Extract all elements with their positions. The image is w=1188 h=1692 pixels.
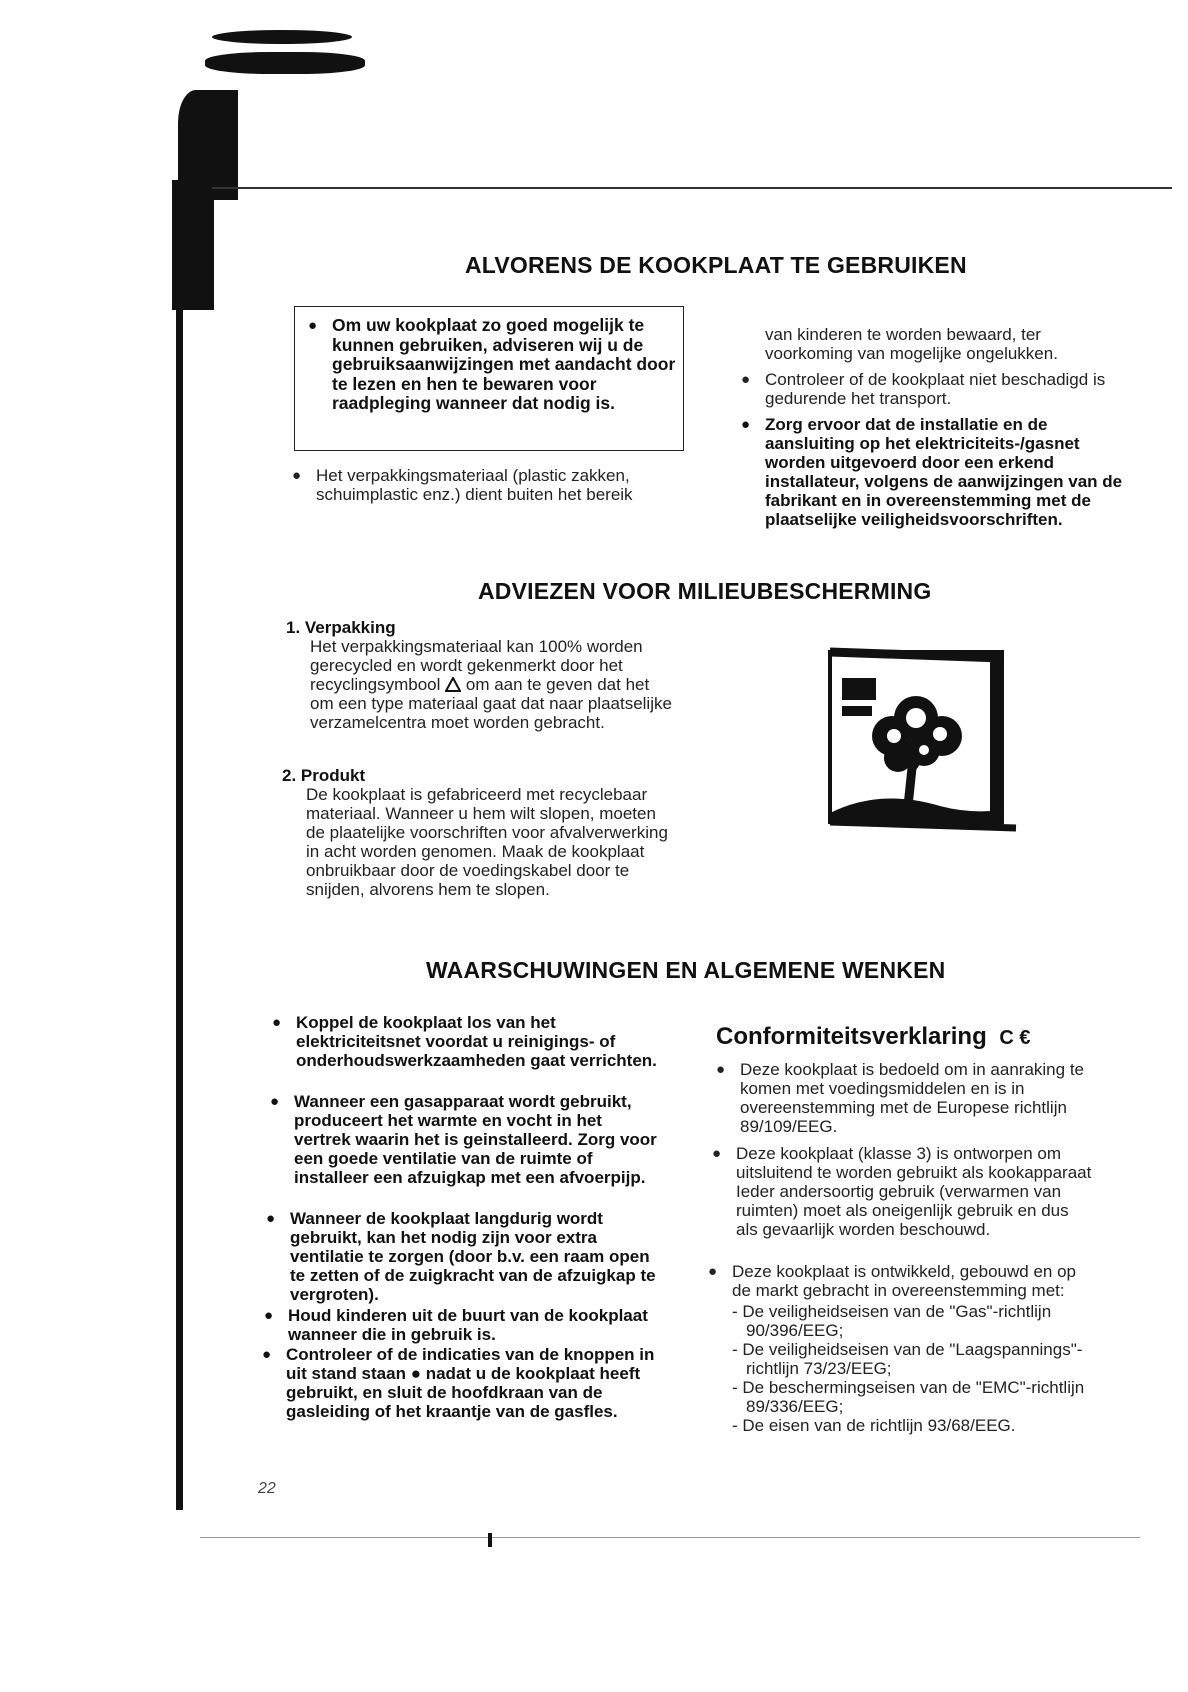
warning-bullet-4 bbox=[264, 1306, 661, 1344]
scan-shadow-top-2 bbox=[205, 52, 365, 74]
scan-top-rule bbox=[212, 187, 1172, 189]
off-position-dot-icon: ● bbox=[410, 1364, 421, 1383]
directive-item: - De eisen van de richtlijn 93/68/EEG. bbox=[732, 1416, 1016, 1435]
product-item-title: 2. Produkt bbox=[282, 766, 366, 785]
warning-bullet-3 bbox=[266, 1209, 661, 1304]
tree-recycle-illustration bbox=[820, 638, 1020, 838]
warning-bullet-5-text-b: nadat u de kookplaat heeft gebruikt, en sluit de hoofdkraan van de gasleiding of het kraantje van de gasfles. bbox=[286, 1364, 641, 1421]
directive-item: - De veiligheidseisen van de "Laagspannings"-richtlijn 73/23/EEG; bbox=[732, 1340, 1083, 1378]
packaging-item bbox=[286, 618, 676, 732]
bullet-icon: ● bbox=[712, 1145, 722, 1162]
scan-shadow-top bbox=[212, 30, 352, 44]
section-title-before-use: ALVORENS DE KOOKPLAAT TE GEBRUIKEN bbox=[465, 252, 967, 278]
warning-bullet-2 bbox=[270, 1092, 661, 1187]
section-title-environment: ADVIEZEN VOOR MILIEUBESCHERMING bbox=[478, 578, 932, 604]
warning-bullet-3-text: Wanneer de kookplaat langdurig wordt gebruikt, kan het nodig zijn voor extra ventilatie te zorgen (door b.v. een raam open te zetten of de zuigkracht van de afzuigkap te vergroten). bbox=[290, 1209, 656, 1304]
warning-bullet-1 bbox=[272, 1013, 661, 1070]
bullet-icon: ● bbox=[292, 467, 302, 484]
packaging-item-text-b: om aan te geven dat het om een type materiaal gaat dat naar plaatselijke verzamelcentra moet worden gebracht. bbox=[310, 675, 672, 732]
bullet-icon: ● bbox=[741, 416, 751, 433]
bullet-icon: ● bbox=[272, 1014, 282, 1031]
bullet-icon: ● bbox=[708, 1263, 718, 1280]
transport-bullet bbox=[741, 370, 1125, 408]
product-item-text: De kookplaat is gefabriceerd met recyclebaar materiaal. Wanneer u hem wilt slopen, moeten de plaatelijke voorschriften voor afvalverwerking in acht worden genomen. Maak de kookplaat onbruikbaar door de voedingskabel door te snijden, alvorens hem te slopen. bbox=[306, 785, 668, 899]
bullet-icon: ● bbox=[262, 1346, 272, 1363]
bullet-icon: ● bbox=[264, 1307, 274, 1324]
conformity-bullet-2-text: Deze kookplaat (klasse 3) is ontworpen om uitsluitend te worden gebruikt als kookapparaat Ieder andersoortig gebruik (verwarmen van ruimten) moet als oneigenlijk gebruik en dus als gevaarlijk worden beschouwd. bbox=[736, 1144, 1092, 1239]
packaging-item-title: 1. Verpakking bbox=[286, 618, 396, 637]
conformity-bullet-3-text: Deze kookplaat is ontwikkeld, gebouwd en op de markt gebracht in overeenstemming met: bbox=[732, 1262, 1076, 1300]
important-notice-label: Om uw kookplaat zo goed mogelijk te kunnen gebruiken, adviseren wij u de gebruiksaanwijzingen met aandacht door te lezen en hen te bewaren voor raadpleging wanneer dat nodig is. bbox=[332, 315, 676, 413]
product-item bbox=[282, 766, 676, 899]
installation-bullet bbox=[741, 415, 1125, 529]
page-number: 22 bbox=[258, 1480, 276, 1497]
conformity-title-text: Conformiteitsverklaring bbox=[716, 1023, 987, 1050]
bullet-icon: ● bbox=[716, 1061, 726, 1078]
directive-item: - De beschermingseisen van de "EMC"-richtlijn 89/336/EEG; bbox=[732, 1378, 1085, 1416]
conformity-title bbox=[716, 1023, 1031, 1051]
warning-bullet-2-text: Wanneer een gasapparaat wordt gebruikt, produceert het warmte en vocht in het vertrek waarin het is geinstalleerd. Zorg voor een goede ventilatie van de ruimte of installeer een afzuigkap met een afvoerpijp. bbox=[294, 1092, 657, 1187]
recycle-triangle-icon bbox=[445, 677, 461, 692]
scan-bottom-rule bbox=[200, 1537, 1140, 1538]
conformity-bullet-1 bbox=[716, 1060, 1095, 1136]
warning-bullet-1-text: Koppel de kookplaat los van het elektriciteitsnet voordat u reinigings- of onderhoudswerkzaamheden gaat verrichten. bbox=[296, 1013, 657, 1070]
important-notice-text bbox=[308, 315, 677, 414]
warning-bullet-5 bbox=[262, 1345, 661, 1421]
section-title-warnings: WAARSCHUWINGEN EN ALGEMENE WENKEN bbox=[426, 957, 946, 983]
transport-bullet-text: Controleer of de kookplaat niet beschadigd is gedurende het transport. bbox=[765, 370, 1106, 408]
conformity-bullet-1-text: Deze kookplaat is bedoeld om in aanraking te komen met voedingsmiddelen en is in overeenstemming met de Europese richtlijn 89/109/EEG. bbox=[740, 1060, 1084, 1136]
scan-left-edge bbox=[172, 180, 214, 310]
packaging-item-text bbox=[286, 637, 676, 732]
bullet-icon: ● bbox=[270, 1093, 280, 1110]
ce-mark-icon: C € bbox=[999, 1027, 1031, 1049]
conformity-bullet-2 bbox=[712, 1144, 1095, 1239]
conformity-bullet-3 bbox=[708, 1262, 1095, 1435]
warning-bullet-4-text: Houd kinderen uit de buurt van de kookplaat wanneer die in gebruik is. bbox=[288, 1306, 648, 1344]
packaging-bullet bbox=[292, 466, 661, 504]
scan-left-edge-2 bbox=[176, 310, 183, 1510]
packaging-bullet-text: Het verpakkingsmateriaal (plastic zakken, schuimplastic enz.) dient buiten het bereik bbox=[316, 466, 633, 504]
installation-bullet-text: Zorg ervoor dat de installatie en de aansluiting op het elektriciteits-/gasnet worden uitgevoerd door een erkend installateur, volgens de aanwijzingen van de fabrikant en in overeenstemming met de plaatselijke veiligheidsvoorschriften. bbox=[765, 415, 1123, 529]
bullet-icon: ● bbox=[741, 371, 751, 388]
bullet-icon: ● bbox=[266, 1210, 276, 1227]
packaging-item-text-a: Het verpakkingsmateriaal kan 100% worden gerecycled en wordt gekenmerkt door het recyclingsymbool bbox=[310, 637, 643, 694]
scan-bottom-mark bbox=[488, 1533, 492, 1547]
directive-item: - De veiligheidseisen van de "Gas"-richtlijn 90/396/EEG; bbox=[732, 1302, 1052, 1340]
packaging-continuation: van kinderen te worden bewaard, ter voorkoming van mogelijke ongelukken. bbox=[765, 325, 1058, 363]
directive-list bbox=[732, 1302, 1095, 1435]
warning-bullet-5-text-a: Controleer of de indicaties van de knoppen in uit stand staan bbox=[286, 1345, 655, 1383]
bullet-icon: ● bbox=[308, 317, 318, 334]
